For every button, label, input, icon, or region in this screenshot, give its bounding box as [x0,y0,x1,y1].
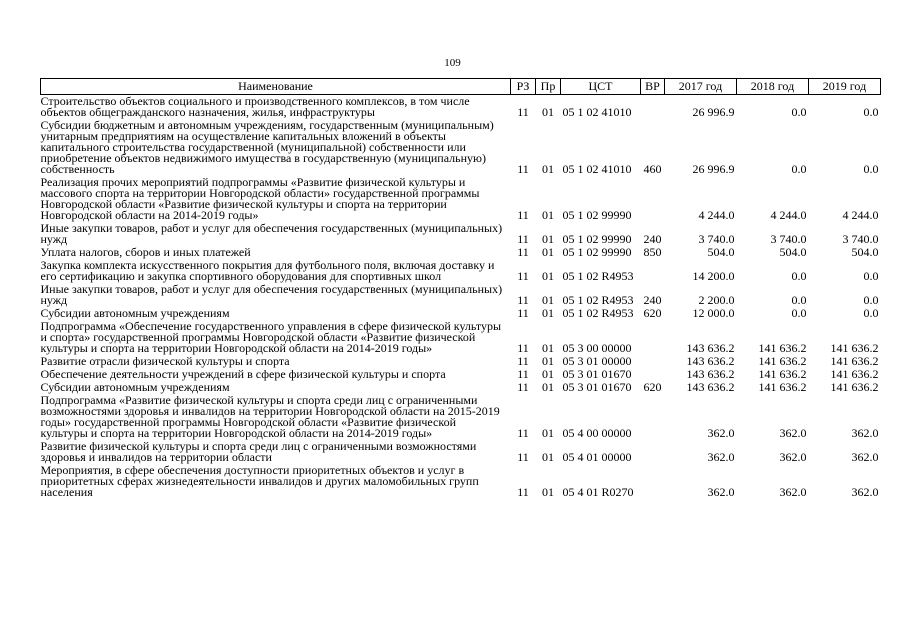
cell-vr: 460 [643,162,662,176]
cell-cst: 05 4 00 00000 [562,426,632,440]
cell-2018: 0.0 [791,105,807,119]
cell-name: Иные закупки товаров, работ и услуг для обеспечения государственных (муниципальных) нужд [40,221,503,246]
cell-rz: 11 [517,162,529,176]
cell-2017: 3 740.0 [698,232,735,246]
header-vr: ВР [641,79,665,95]
cell-rz: 11 [517,293,529,307]
cell-name: Подпрограмма «Развитие физической культуры и спорта среди лиц с ограниченными возможностями здоровья и инвалидов на территории Новгородской области на 2015-2019 годы» государственной программы Новгородской области «Развитие физической культуры и спорта на территории Новгородской области на 2014-2019 годы» [40,393,500,440]
header-2017: 2017 год [665,79,737,95]
cell-2018: 141 636.2 [758,341,807,355]
cell-pr: 01 [542,245,554,259]
cell-cst: 05 1 02 41010 [562,105,632,119]
cell-pr: 01 [542,485,554,499]
cell-pr: 01 [542,367,554,381]
table-row [41,440,881,464]
cell-2019: 0.0 [863,105,879,119]
header-rz: РЗ [511,79,536,95]
cell-rz: 11 [517,341,529,355]
cell-2019: 141 636.2 [830,367,879,381]
cell-rz: 11 [517,450,529,464]
cell-cst: 05 1 02 R4953 [562,269,634,283]
cell-2019: 141 636.2 [830,380,879,394]
cell-vr: 240 [643,293,662,307]
cell-vr [641,440,665,464]
table-row [41,394,881,440]
budget-table [40,78,881,499]
cell-cst: 05 3 00 00000 [562,341,632,355]
cell-2019: 504.0 [851,245,879,259]
table-row [41,320,881,355]
cell-rz: 11 [517,306,529,320]
table-row [41,95,881,120]
cell-vr: 620 [643,306,662,320]
cell-2018: 141 636.2 [758,367,807,381]
cell-pr: 01 [542,293,554,307]
cell-rz: 11 [517,269,529,283]
table-header-row [41,79,881,95]
cell-name: Субсидии бюджетным и автономным учреждениям, государственным (муниципальным) унитарным предприятиям на осуществление капитальных вложений в объекты капитального строительства государственной (муниципальной) собственности или приобретение объектов недвижимого имущества в государственную (муниципальную) собственность [40,118,494,176]
cell-vr: 620 [643,380,662,394]
cell-pr: 01 [542,426,554,440]
cell-2018: 141 636.2 [758,380,807,394]
cell-pr: 01 [542,341,554,355]
cell-cst: 05 1 02 41010 [562,162,632,176]
cell-2018: 4 244.0 [770,208,807,222]
table-row [41,119,881,176]
cell-name: Обеспечение деятельности учреждений в сфере физической культуры и спорта [40,367,446,381]
cell-2019: 362.0 [851,485,879,499]
cell-pr: 01 [542,162,554,176]
table-body [41,95,881,500]
cell-2018: 3 740.0 [770,232,807,246]
page-number: 109 [444,57,461,69]
cell-pr: 01 [542,354,554,368]
header-2019: 2019 год [809,79,881,95]
header-2018: 2018 год [737,79,809,95]
cell-rz: 11 [517,105,529,119]
cell-name: Строительство объектов социального и производственного комплексов, в том числе объектов общегражданского назначения, жилья, инфраструктуры [40,94,470,119]
cell-2019: 141 636.2 [830,341,879,355]
cell-2018: 362.0 [779,450,807,464]
cell-2018: 141 636.2 [758,354,807,368]
cell-2019: 362.0 [851,426,879,440]
cell-rz: 11 [517,426,529,440]
header-name: Наименование [41,79,511,95]
cell-2017: 362.0 [707,485,735,499]
cell-2017: 26 996.9 [692,105,735,119]
cell-2019: 4 244.0 [842,208,879,222]
header-pr: Пр [536,79,561,95]
cell-pr: 01 [542,208,554,222]
cell-pr: 01 [542,105,554,119]
cell-cst: 05 3 01 01670 [562,367,632,381]
cell-2018: 0.0 [791,306,807,320]
cell-vr: 240 [643,232,662,246]
header-cst: ЦСТ [561,79,641,95]
cell-2019: 0.0 [863,269,879,283]
cell-2018: 0.0 [791,293,807,307]
cell-cst: 05 1 02 99990 [562,208,632,222]
cell-vr [641,464,665,499]
table-row [41,176,881,222]
cell-2019: 141 636.2 [830,354,879,368]
cell-2017: 143 636.2 [686,367,735,381]
cell-2018: 362.0 [779,485,807,499]
cell-2019: 3 740.0 [842,232,879,246]
cell-name: Мероприятия, в сфере обеспечения доступности приоритетных объектов и услуг в приоритетных сферах жизнедеятельности инвалидов и других маломобильных групп населения [40,463,479,499]
cell-pr: 01 [542,306,554,320]
table-row [41,283,881,307]
cell-pr: 01 [542,450,554,464]
cell-name: Развитие физической культуры и спорта среди лиц с ограниченными возможностями здоровья и инвалидов на территории области [40,439,477,464]
cell-2019: 0.0 [863,162,879,176]
cell-vr [641,320,665,355]
cell-cst: 05 1 02 R4953 [562,293,634,307]
cell-rz: 11 [517,367,529,381]
cell-vr [641,394,665,440]
cell-name: Реализация прочих мероприятий подпрограммы «Развитие физической культуры и массового спорта на территории Новгородской области» государственной программы Новгородской области «Развитие физической культуры и спорта на территории Новгородской области на 2014-2019 годы» [40,175,480,222]
cell-2017: 362.0 [707,450,735,464]
cell-rz: 11 [517,354,529,368]
cell-2017: 143 636.2 [686,354,735,368]
cell-vr [641,176,665,222]
cell-rz: 11 [517,245,529,259]
cell-2017: 362.0 [707,426,735,440]
cell-2018: 0.0 [791,162,807,176]
cell-rz: 11 [517,485,529,499]
table-row [41,259,881,283]
cell-2018: 0.0 [791,269,807,283]
cell-cst: 05 4 01 R0270 [562,485,634,499]
table-row [41,222,881,246]
cell-2018: 362.0 [779,426,807,440]
cell-name: Субсидии автономным учреждениям [40,306,230,320]
cell-cst: 05 3 01 01670 [562,380,632,394]
cell-pr: 01 [542,269,554,283]
cell-name: Развитие отрасли физической культуры и спорта [40,354,290,368]
cell-cst: 05 1 02 R4953 [562,306,634,320]
cell-name: Иные закупки товаров, работ и услуг для обеспечения государственных (муниципальных) нужд [40,282,503,307]
cell-vr: 850 [643,245,662,259]
cell-2017: 504.0 [707,245,735,259]
cell-name: Закупка комплекта искусственного покрытия для футбольного поля, включая доставку и его сертификацию и закупка спортивного оборудования для спортивных школ [40,258,495,283]
cell-2017: 2 200.0 [698,293,735,307]
cell-2019: 0.0 [863,293,879,307]
cell-name: Субсидии автономным учреждениям [40,380,230,394]
cell-2017: 26 996.9 [692,162,735,176]
cell-rz: 11 [517,208,529,222]
cell-name: Уплата налогов, сборов и иных платежей [40,245,251,259]
cell-cst: 05 1 02 99990 [562,232,632,246]
cell-2018: 504.0 [779,245,807,259]
cell-cst: 05 1 02 99990 [562,245,632,259]
cell-rz: 11 [517,380,529,394]
cell-pr: 01 [542,380,554,394]
cell-rz: 11 [517,232,529,246]
cell-pr: 01 [542,232,554,246]
cell-cst: 05 4 01 00000 [562,450,632,464]
cell-vr [641,259,665,283]
cell-2017: 143 636.2 [686,380,735,394]
cell-2019: 0.0 [863,306,879,320]
cell-vr [641,355,665,368]
cell-2017: 14 200.0 [692,269,735,283]
cell-vr [641,95,665,120]
cell-2017: 4 244.0 [698,208,735,222]
cell-2017: 143 636.2 [686,341,735,355]
table-row [41,464,881,499]
cell-cst: 05 3 01 00000 [562,354,632,368]
cell-2019: 362.0 [851,450,879,464]
cell-2017: 12 000.0 [692,306,735,320]
cell-name: Подпрограмма «Обеспечение государственного управления в сфере физической культуры и спорта» государственной программы Новгородской области «Развитие физической культуры и спорта на территории Новгородской области на 2014-2019 годы» [40,319,502,355]
